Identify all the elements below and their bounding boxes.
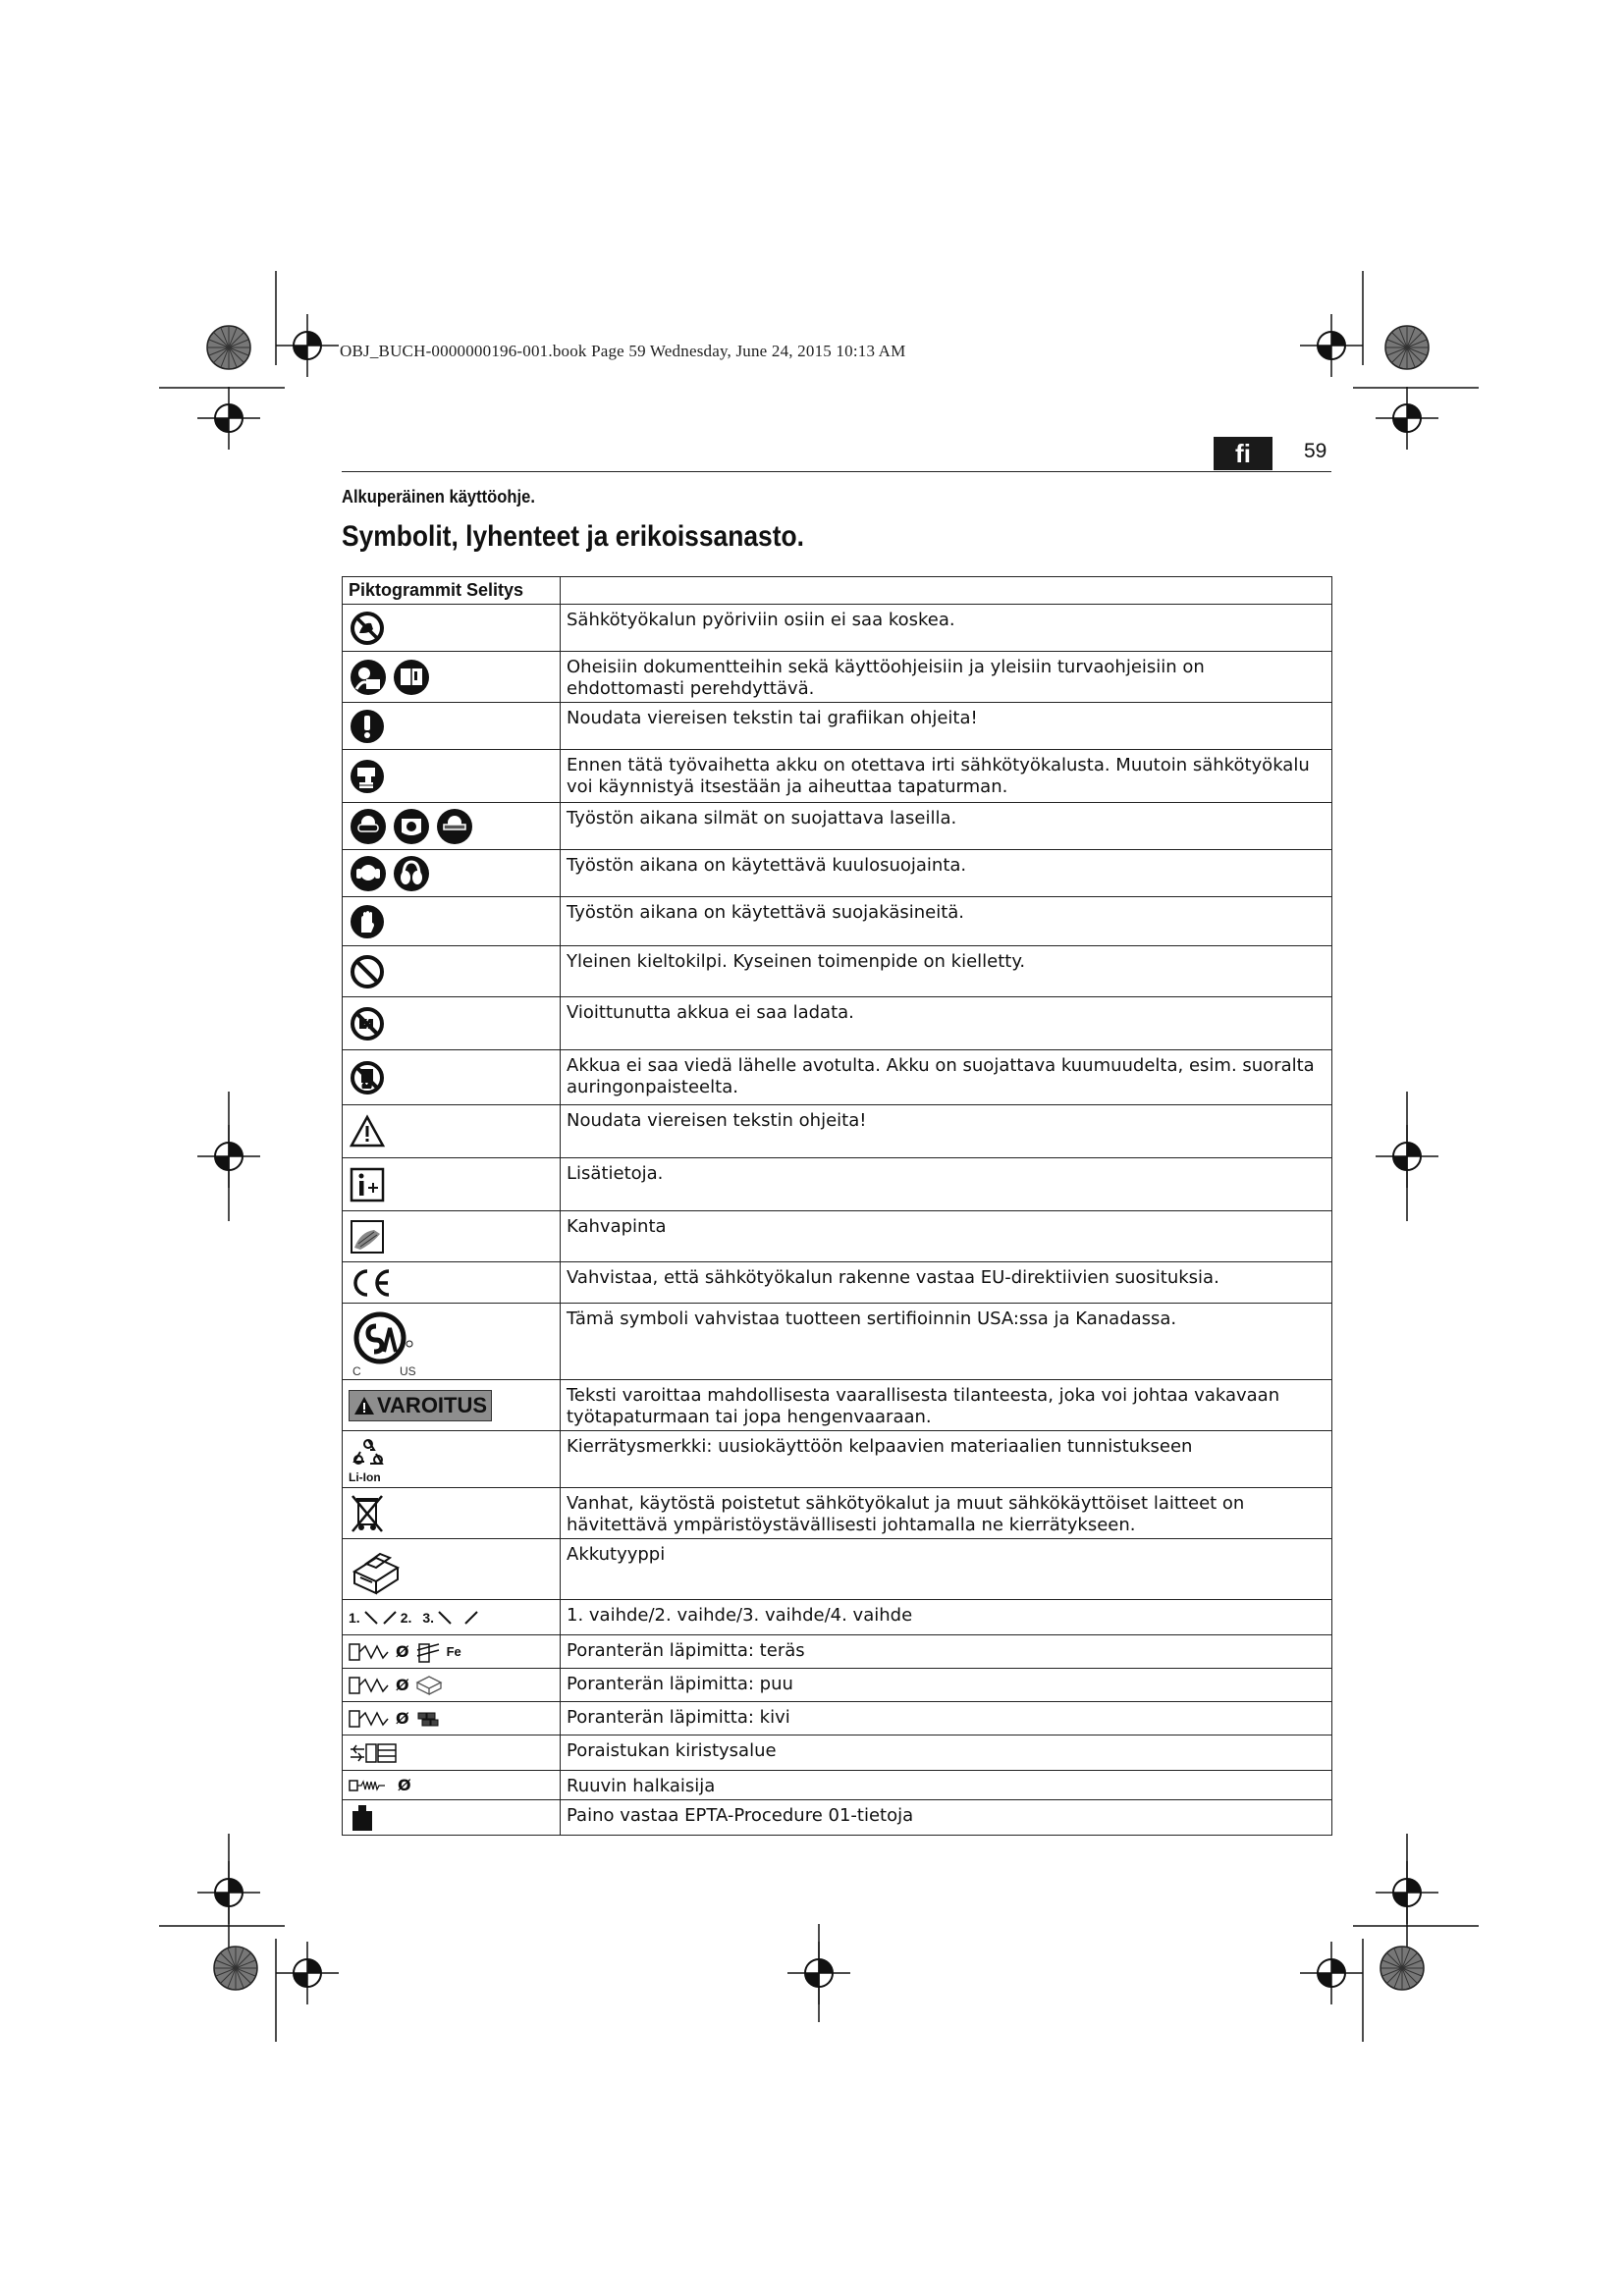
row-description: Työstön aikana silmät on suojattava laseilla. [561, 803, 1332, 850]
no-fire-battery-icon [349, 1059, 386, 1096]
page-number: 59 [1304, 440, 1327, 462]
table-row [343, 850, 1332, 897]
gear-3-label: 3. [422, 1609, 435, 1626]
csa-mark-icon [349, 1307, 427, 1377]
table-row [343, 1539, 1332, 1600]
table-row [343, 1380, 1332, 1431]
row-description: Noudata viereisen tekstin tai grafiikan ohjeita! [561, 703, 1332, 750]
table-row [343, 1431, 1332, 1488]
ear-protection-icon [349, 854, 388, 893]
row-description: Työstön aikana on käytettävä kuulosuojainta. [561, 850, 1332, 897]
table-row [343, 703, 1332, 750]
no-touch-rotating-icon [349, 610, 386, 647]
gear-selector-icon [349, 1610, 560, 1626]
row-description: Poraistukan kiristysalue [561, 1735, 1332, 1771]
prohibition-icon [349, 953, 386, 990]
face-shield-icon [392, 807, 431, 846]
goggles-icon [349, 807, 388, 846]
language-tag: fi [1214, 437, 1272, 470]
li-ion-label: Li-Ion [349, 1469, 381, 1484]
table-header-empty [561, 577, 1332, 605]
warning-triangle-icon [349, 1114, 386, 1149]
row-description: Poranterän läpimitta: puu [561, 1669, 1332, 1702]
row-description: Akkutyyppi [561, 1539, 1332, 1600]
grip-surface-icon [349, 1218, 386, 1255]
ce-mark-icon [349, 1267, 392, 1299]
crossed-bin-icon [349, 1493, 386, 1534]
row-description: Oheisiin dokumentteihin sekä käyttöohjeisiin ja yleisiin turvaohjeisiin on ehdottomasti perehdyttävä. [561, 652, 1332, 703]
row-description: Noudata viereisen tekstin ohjeita! [561, 1105, 1332, 1158]
table-row [343, 997, 1332, 1050]
row-description: Vioittunutta akkua ei saa ladata. [561, 997, 1332, 1050]
battery-pack-icon [349, 1542, 404, 1597]
row-description: Lisätietoja. [561, 1158, 1332, 1211]
remove-battery-icon [349, 758, 386, 795]
table-row [343, 1158, 1332, 1211]
table-row [343, 1702, 1332, 1735]
table-row [343, 1600, 1332, 1635]
diameter-symbol: Ø [396, 1676, 409, 1694]
exclamation-icon [349, 708, 386, 745]
row-description: Sähkötyökalun pyöriviin osiin ei saa koskea. [561, 605, 1332, 652]
drill-steel-icon [349, 1640, 560, 1664]
row-description: 1. vaihde/2. vaihde/3. vaihde/4. vaihde [561, 1600, 1332, 1635]
gear-1-label: 1. [349, 1609, 360, 1626]
row-description: Vanhat, käytöstä poistetut sähkötyökalut ja muut sähkökäyttöiset laitteet on hävitettävä ympäristöystävällisesti johtamalla ne kierrätykseen. [561, 1488, 1332, 1539]
page-title: Symbolit, lyhenteet ja erikoissanasto. [342, 520, 804, 553]
table-header-row [343, 577, 1332, 605]
row-description: Yleinen kieltokilpi. Kyseinen toimenpide on kielletty. [561, 946, 1332, 997]
diameter-symbol: Ø [398, 1776, 411, 1794]
table-row [343, 1105, 1332, 1158]
table-row [343, 1635, 1332, 1669]
drill-stone-icon [349, 1707, 560, 1731]
table-row [343, 605, 1332, 652]
document-subtitle: Alkuperäinen käyttöohje. [342, 487, 535, 507]
row-description: Ennen tätä työvaihetta akku on otettava irti sähkötyökalusta. Muutoin sähkötyökalu voi käynnistyä itsestään ja aiheuttaa tapaturman. [561, 750, 1332, 803]
gloves-icon [349, 903, 386, 940]
read-manual-icon [349, 658, 388, 697]
table-row [343, 1050, 1332, 1105]
row-description: Kierrätysmerkki: uusiokäyttöön kelpaavien materiaalien tunnistukseen [561, 1431, 1332, 1488]
diameter-symbol: Ø [396, 1642, 409, 1661]
table-row [343, 1488, 1332, 1539]
row-description: Paino vastaa EPTA-Procedure 01-tietoja [561, 1800, 1332, 1836]
table-row [343, 652, 1332, 703]
fe-label: Fe [446, 1644, 461, 1659]
csa-us-label: US [400, 1363, 416, 1377]
row-description: Työstön aikana on käytettävä suojakäsineitä. [561, 897, 1332, 946]
ear-muffs-icon [392, 854, 431, 893]
table-row [343, 1304, 1332, 1380]
table-row [343, 803, 1332, 850]
table-row [343, 946, 1332, 997]
chuck-range-icon [349, 1740, 400, 1766]
screw-diameter-icon [349, 1776, 560, 1794]
gear-2-label: 2. [400, 1609, 412, 1626]
table-row [343, 897, 1332, 946]
table-header-label: Piktogrammit Selitys [343, 577, 561, 605]
row-description: Tämä symboli vahvistaa tuotteen sertifioinnin USA:ssa ja Kanadassa. [561, 1304, 1332, 1380]
row-description: Poranterän läpimitta: kivi [561, 1702, 1332, 1735]
row-description: Teksti varoittaa mahdollisesta vaarallisesta tilanteesta, joka voi johtaa vakavaan työtapaturmaan tai jopa hengenvaaraan. [561, 1380, 1332, 1431]
row-description: Vahvistaa, että sähkötyökalun rakenne vastaa EU-direktiivien suosituksia. [561, 1262, 1332, 1304]
row-description: Akkua ei saa viedä lähelle avotulta. Akku on suojattava kuumuudelta, esim. suoralta auringonpaisteelta. [561, 1050, 1332, 1105]
table-row [343, 1669, 1332, 1702]
table-row [343, 750, 1332, 803]
table-row [343, 1262, 1332, 1304]
varoitus-label-icon [349, 1390, 492, 1421]
row-description: Ruuvin halkaisija [561, 1771, 1332, 1800]
header-rule [342, 471, 1331, 472]
no-charge-damaged-battery-icon [349, 1005, 386, 1042]
table-row [343, 1800, 1332, 1836]
diameter-symbol: Ø [396, 1709, 409, 1728]
info-book-icon [392, 658, 431, 697]
drill-wood-icon [349, 1675, 560, 1696]
safety-glasses-icon [435, 807, 474, 846]
recycling-li-ion-icon [349, 1436, 388, 1471]
print-header: OBJ_BUCH-0000000196-001.book Page 59 Wednesday, June 24, 2015 10:13 AM [340, 342, 906, 360]
table-row [343, 1211, 1332, 1262]
varoitus-label-text: VAROITUS [377, 1392, 488, 1417]
row-description: Poranterän läpimitta: teräs [561, 1635, 1332, 1669]
csa-c-label: C [352, 1363, 361, 1377]
weight-icon [349, 1803, 376, 1833]
table-row [343, 1771, 1332, 1800]
row-description: Kahvapinta [561, 1211, 1332, 1262]
table-row [343, 1735, 1332, 1771]
symbols-table [342, 576, 1332, 1836]
info-plus-icon [349, 1166, 386, 1203]
